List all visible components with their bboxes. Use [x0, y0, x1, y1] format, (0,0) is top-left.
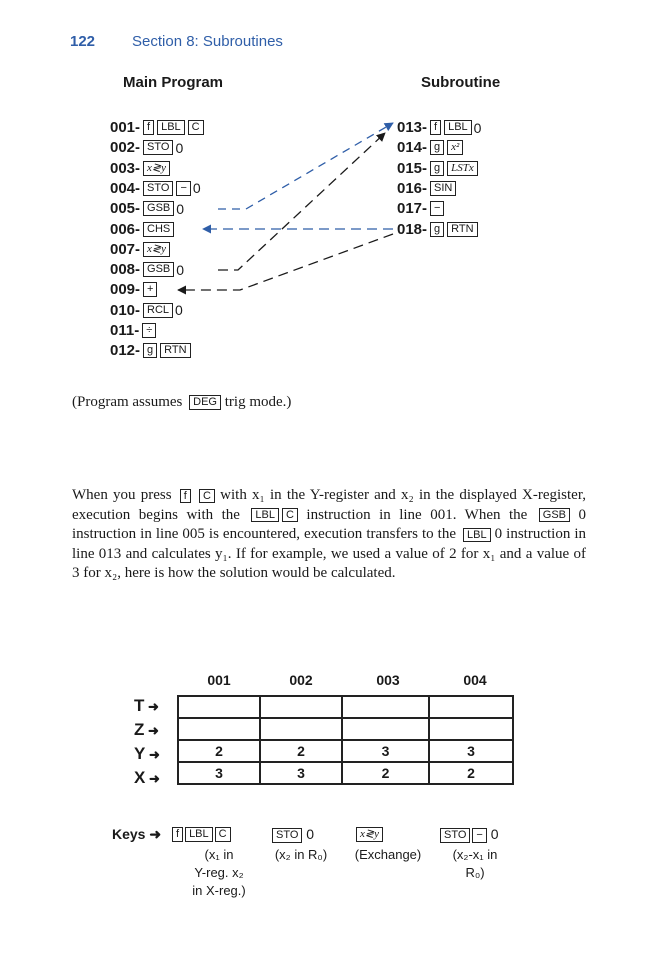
c-key: C — [199, 489, 215, 503]
register-cell — [178, 696, 260, 718]
register-cell — [260, 718, 342, 740]
line-number: 014- — [397, 139, 428, 157]
register-argument: 0 — [302, 826, 315, 842]
key-sequence-group — [172, 826, 231, 842]
f-key: f — [143, 120, 154, 135]
stack-row — [178, 740, 513, 762]
register-argument: 0 — [473, 119, 482, 136]
register-label — [134, 744, 160, 764]
key-description-line: (Exchange) — [354, 847, 422, 862]
para-text-2: with x₁ in the Y-register and x₂ in the displayed X-register, execution begins with the — [72, 487, 586, 523]
page-number: 122 — [70, 33, 96, 50]
register-cell: 2 — [342, 762, 429, 784]
step-column-header: 002 — [289, 672, 313, 688]
deg-key: DEG — [189, 395, 221, 410]
register-cell — [342, 718, 429, 740]
register-argument: 0 — [176, 261, 185, 278]
register-label — [134, 768, 160, 788]
lbl-key: LBL — [157, 120, 185, 135]
lbl-key: LBL — [463, 528, 491, 542]
arrow-right-icon: ➜ — [144, 699, 159, 714]
key-description-line: R₀) — [465, 865, 485, 880]
para-text-1: When you press — [72, 487, 172, 503]
section-title: Section 8: Subroutines — [132, 33, 283, 50]
g-key: g — [430, 161, 444, 176]
step-column-header: 001 — [207, 672, 231, 688]
sto-key: STO — [272, 828, 302, 843]
rcl-key: RCL — [143, 303, 173, 318]
register-label-text: Z — [134, 720, 145, 739]
g-key: g — [143, 343, 157, 358]
x-exchange-y-key: x≷y — [143, 242, 170, 257]
step-column-header: 003 — [376, 672, 400, 688]
register-argument: 0 — [175, 139, 184, 156]
register-cell — [178, 718, 260, 740]
register-label-text: Y — [134, 744, 146, 763]
c-key: C — [215, 827, 231, 842]
register-cell — [342, 696, 429, 718]
x-exchange-y-key: x≷y — [143, 161, 170, 176]
key-sequence-group — [272, 826, 314, 843]
line-number: 012- — [110, 342, 141, 360]
f-key: f — [430, 120, 441, 135]
c-key: C — [282, 508, 298, 522]
keys-label: Keys ➜ — [112, 826, 162, 842]
minus-key: − — [472, 828, 486, 843]
arrow-right-icon: ➜ — [144, 723, 159, 738]
line-number: 018- — [397, 220, 428, 238]
register-cell: 2 — [429, 762, 513, 784]
lbl-key: LBL — [444, 120, 472, 135]
line-number: 007- — [110, 240, 141, 258]
line-number: 015- — [397, 159, 428, 177]
key-description-line: (x₂-x₁ in — [452, 847, 498, 862]
stack-row — [178, 762, 513, 784]
sto-key: STO — [143, 140, 173, 155]
arrow-rtn-to-009 — [178, 234, 393, 290]
register-argument: 0 — [175, 302, 183, 319]
arrow-right-icon: ➜ — [149, 826, 162, 842]
stack-row — [178, 696, 513, 718]
main-program-title: Main Program — [123, 74, 224, 91]
para-text-3: instruction in line 001. When the — [306, 506, 528, 523]
explanation-paragraph — [72, 486, 586, 584]
gsb-key: GSB — [143, 201, 174, 216]
para-text-4: 0 instruction in line 005 is encountered, execution transfers to the — [72, 506, 586, 542]
x-exchange-y-key: x≷y — [356, 827, 383, 842]
line-number: 002- — [110, 139, 141, 157]
minus-key: − — [430, 201, 444, 216]
register-cell — [260, 696, 342, 718]
arrow-right-icon: ➜ — [145, 771, 160, 786]
f-key: f — [172, 827, 183, 842]
minus-key: − — [176, 181, 190, 196]
subroutine-title: Subroutine — [421, 74, 501, 91]
line-number: 005- — [110, 200, 141, 218]
divide-key: ÷ — [142, 323, 156, 338]
plus-key: + — [143, 282, 157, 297]
flow-arrows — [0, 0, 666, 360]
line-number: 013- — [397, 119, 428, 136]
register-label — [134, 720, 159, 740]
c-key: C — [188, 120, 204, 135]
register-cell: 3 — [178, 762, 260, 784]
register-argument: 0 — [176, 200, 185, 217]
stack-row — [178, 718, 513, 740]
x-squared-key: x² — [447, 140, 463, 155]
key-description-line: (x₂ in R₀) — [274, 847, 328, 862]
register-cell: 2 — [178, 740, 260, 762]
sto-key: STO — [143, 181, 173, 196]
key-description-line: Y-reg. x₂ — [194, 865, 244, 880]
g-key: g — [430, 222, 444, 237]
arrow-gsb-to-sub-2 — [218, 133, 385, 270]
line-number: 010- — [110, 301, 141, 319]
register-cell: 2 — [260, 740, 342, 762]
arrow-right-icon: ➜ — [145, 747, 160, 762]
register-argument: 0 — [486, 826, 499, 842]
key-sequence-group — [356, 826, 383, 842]
line-number: 001- — [110, 119, 141, 136]
chs-key: CHS — [143, 222, 174, 237]
register-cell — [429, 696, 513, 718]
key-description-line: in X-reg.) — [192, 883, 246, 898]
para-text-5: 0 instruction in line 013 and calculates y₁. If for example, we used a value of 2 for x₁ and a value of 3 for x₂, here is how the solution would be calculated. — [72, 526, 587, 581]
lbl-key: LBL — [251, 508, 279, 522]
line-number: 017- — [397, 200, 428, 218]
key-description — [420, 846, 530, 882]
register-cell: 3 — [260, 762, 342, 784]
step-column-header: 004 — [463, 672, 487, 688]
lbl-key: LBL — [185, 827, 213, 842]
register-label-text: X — [134, 768, 146, 787]
gsb-key: GSB — [539, 508, 570, 522]
line-number: 011- — [110, 322, 140, 339]
line-number: 009- — [110, 281, 141, 299]
rtn-key: RTN — [160, 343, 190, 358]
note-text-after: trig mode.) — [224, 394, 292, 410]
stack-register-table — [177, 695, 514, 785]
rtn-key: RTN — [447, 222, 477, 237]
key-sequence-group — [440, 826, 499, 843]
line-number: 004- — [110, 179, 141, 197]
register-label — [134, 696, 159, 716]
line-number: 003- — [110, 159, 141, 177]
register-cell — [429, 718, 513, 740]
line-number: 006- — [110, 220, 141, 238]
register-cell: 3 — [342, 740, 429, 762]
arrow-gsb-to-sub-1 — [218, 123, 393, 209]
sin-key: SIN — [430, 181, 456, 196]
f-key: f — [180, 489, 191, 503]
key-description-line: (x₁ in — [204, 847, 234, 862]
register-cell: 3 — [429, 740, 513, 762]
g-key: g — [430, 140, 444, 155]
note-text-before: (Program assumes — [72, 394, 183, 410]
register-argument: 0 — [192, 180, 201, 197]
trig-mode-note — [72, 394, 291, 411]
register-label-text: T — [134, 696, 145, 715]
gsb-key: GSB — [143, 262, 174, 277]
line-number: 016- — [397, 179, 428, 197]
sto-key: STO — [440, 828, 470, 843]
line-number: 008- — [110, 261, 141, 279]
lstx-key: LSTx — [447, 161, 478, 176]
